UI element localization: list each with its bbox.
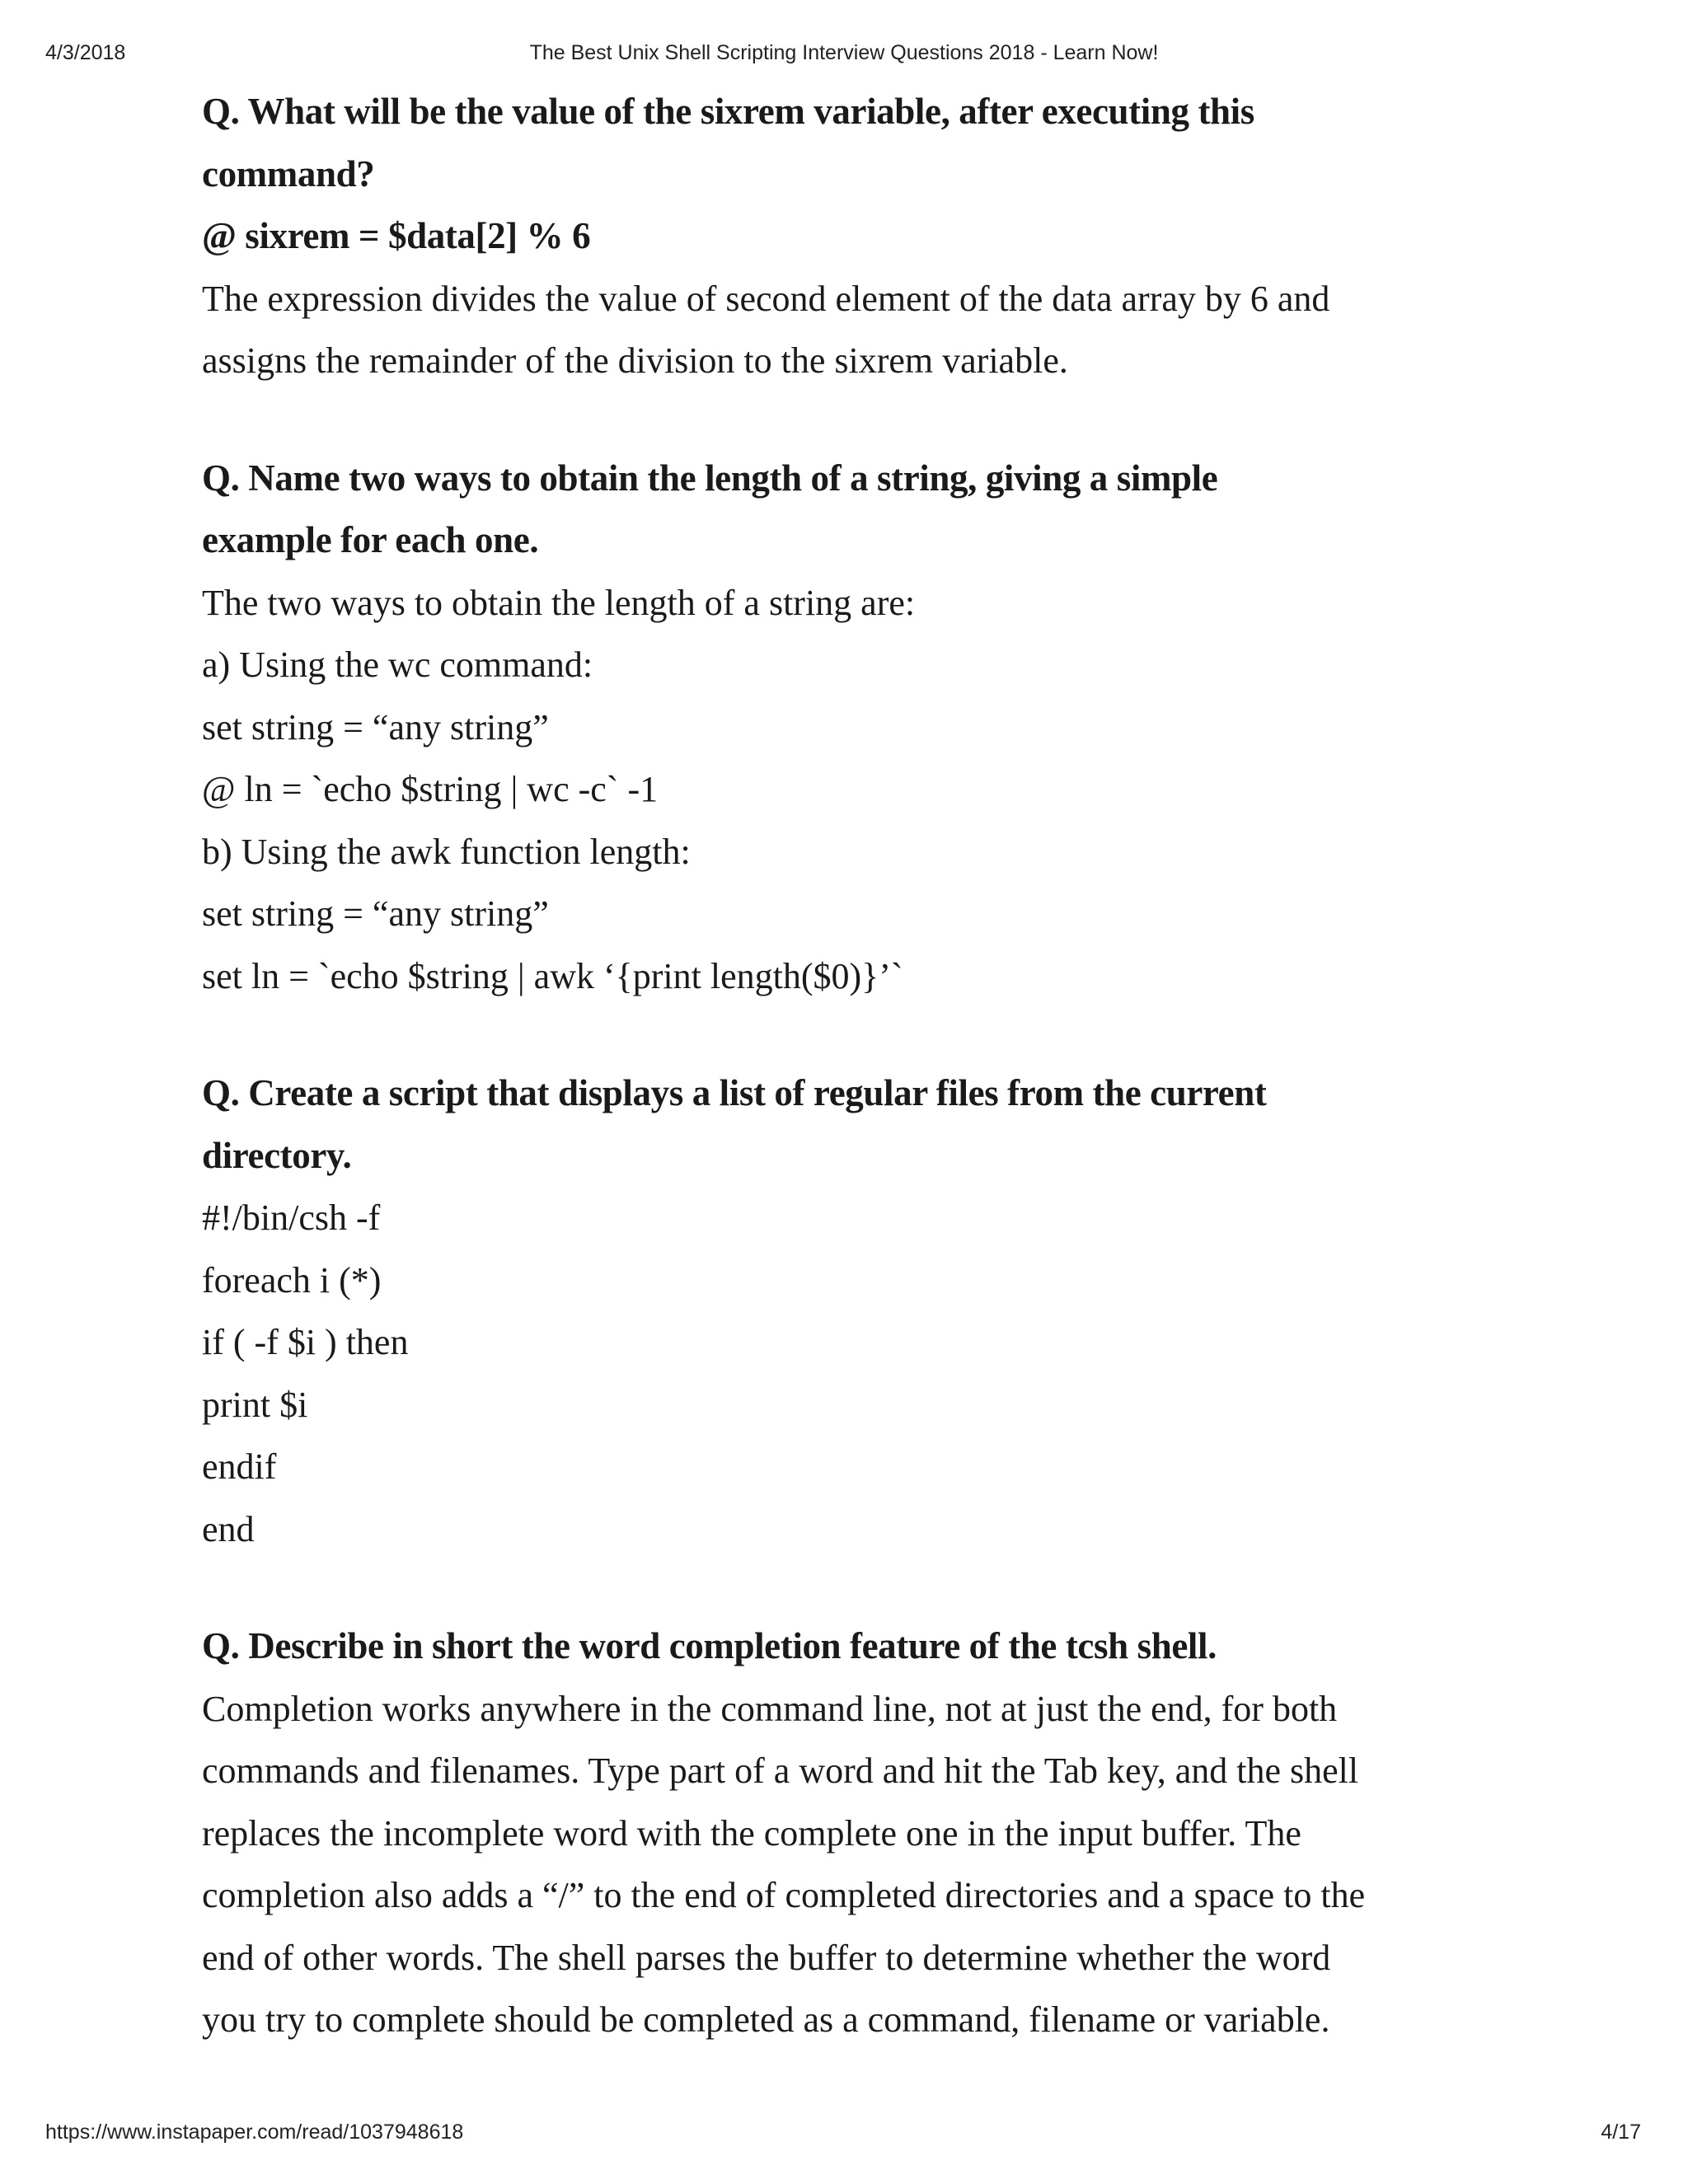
qa-block (202, 1615, 1504, 2051)
code-line: foreach i (*) (202, 1259, 382, 1301)
print-footer (0, 2121, 1688, 2147)
article-body (202, 81, 1504, 2107)
page-number: 4/17 (1601, 2121, 1641, 2144)
source-url: https://www.instapaper.com/read/1037948618 (45, 2121, 464, 2144)
code-line: #!/bin/csh -f (202, 1197, 381, 1238)
answer-line: end of other words. The shell parses the buffer to determine whether the word (202, 1937, 1331, 1978)
qa-block (202, 448, 1504, 1008)
question-line: Q. Describe in short the word completion feature of the tcsh shell. (202, 1625, 1217, 1666)
code-line: @ ln = `echo $string | wc -c` -1 (202, 769, 659, 809)
code-line: print $i (202, 1384, 308, 1425)
code-line: endif (202, 1446, 277, 1487)
answer-line: completion also adds a “/” to the end of completed directories and a space to the (202, 1875, 1366, 1915)
question-line: Q. What will be the value of the sixrem variable, after executing this (202, 91, 1254, 132)
answer-line: you try to complete should be completed as a command, filename or variable. (202, 1999, 1330, 2040)
question-line: command? (202, 152, 375, 194)
answer-line: b) Using the awk function length: (202, 831, 691, 872)
answer-line: commands and filenames. Type part of a word and hit the Tab key, and the shell (202, 1750, 1359, 1791)
print-page-title: The Best Unix Shell Scripting Interview Questions 2018 - Learn Now! (529, 41, 1159, 64)
question-line: Q. Create a script that displays a list of regular files from the current (202, 1072, 1267, 1113)
answer-line: The expression divides the value of second element of the data array by 6 and (202, 278, 1330, 319)
answer-line: replaces the incomplete word with the complete one in the input buffer. The (202, 1812, 1301, 1854)
code-line: end (202, 1508, 255, 1549)
answer-line: a) Using the wc command: (202, 644, 593, 685)
code-line: set string = “any string” (202, 893, 549, 934)
qa-block (202, 81, 1504, 392)
print-header (0, 41, 1688, 68)
answer-line: assigns the remainder of the division to the sixrem variable. (202, 340, 1068, 381)
code-line: set ln = `echo $string | awk ‘{print length($0)}’` (202, 955, 903, 996)
print-date: 4/3/2018 (45, 41, 126, 64)
question-line: example for each one. (202, 519, 539, 560)
answer-line: The two ways to obtain the length of a string are: (202, 582, 916, 623)
question-line: @ sixrem = $data[2] % 6 (202, 215, 591, 256)
question-line: Q. Name two ways to obtain the length of a string, giving a simple (202, 457, 1218, 499)
code-line: set string = “any string” (202, 706, 549, 748)
answer-line: Completion works anywhere in the command line, not at just the end, for both (202, 1688, 1338, 1729)
qa-block (202, 1062, 1504, 1560)
code-line: if ( -f $i ) then (202, 1322, 409, 1362)
question-line: directory. (202, 1134, 352, 1176)
